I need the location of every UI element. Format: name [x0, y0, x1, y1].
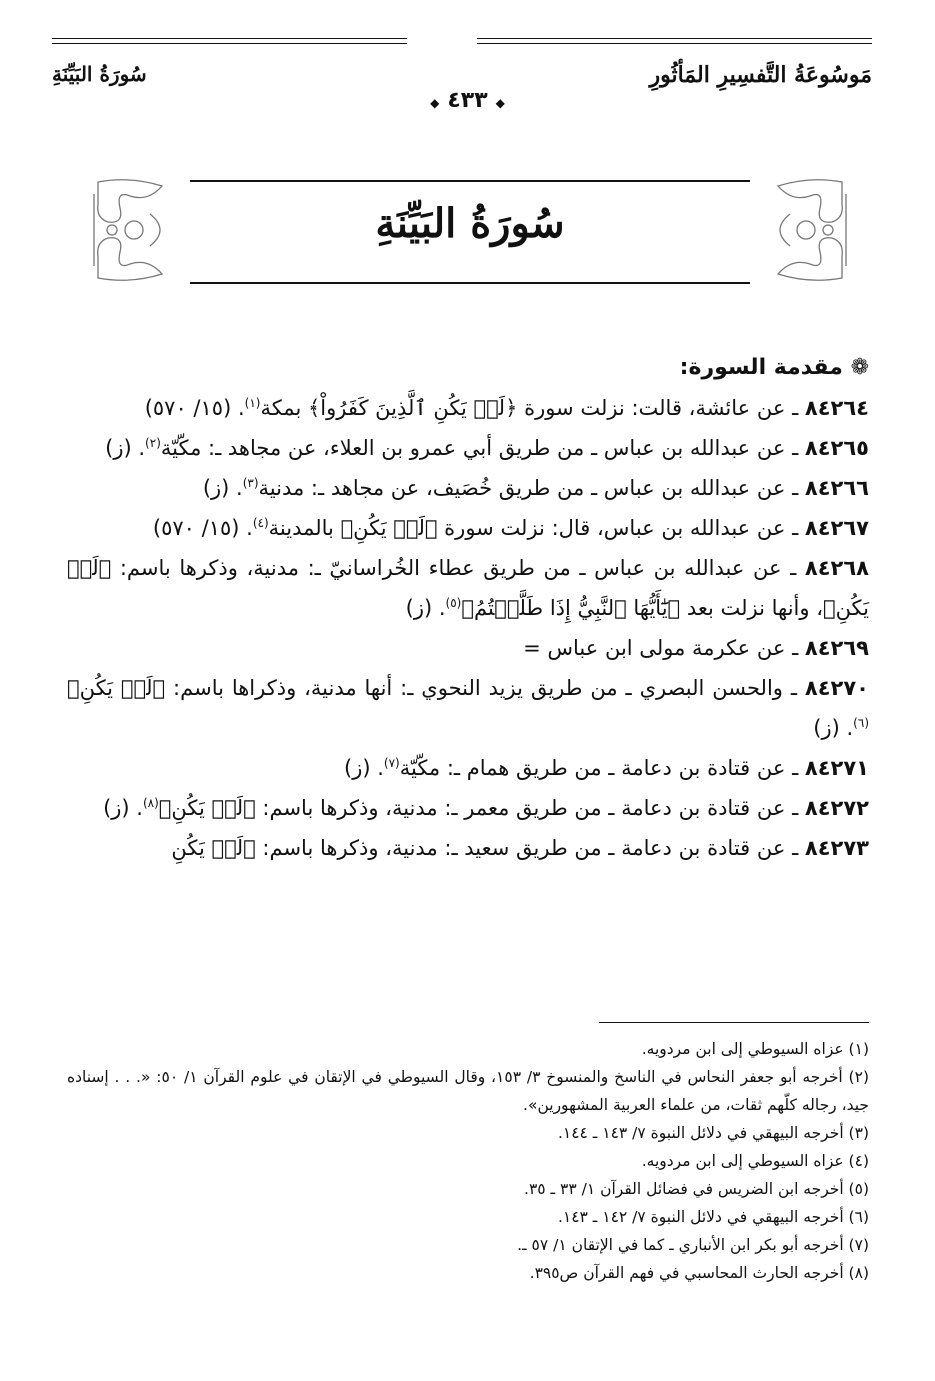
entry-text: بالمدينة — [268, 516, 341, 540]
entry — [67, 668, 869, 748]
diamond-ornament-icon: ◆ — [495, 96, 505, 110]
surah-title-frame — [80, 170, 860, 300]
quran-quote: ﴿لَمۡ يَكُنِ ٱلَّذِينَ كَفَرُواْ﴾ — [307, 396, 518, 420]
entry-text: ـ عن عائشة، قالت: نزلت سورة — [517, 396, 805, 420]
entry-text: . (ز) — [202, 476, 243, 500]
entry — [67, 788, 869, 828]
main-content — [67, 348, 869, 868]
entry — [67, 628, 869, 668]
footnote: (٦) أخرجه البيهقي في دلائل النبوة ٧/ ١٤٢ ـ ١٤٣. — [557, 1208, 869, 1226]
running-surah-name: سُورَةُ البَيِّنَةِ — [52, 62, 147, 86]
entry — [67, 388, 869, 428]
entry-text: ـ عن عكرمة مولى ابن عباس = — [523, 636, 805, 660]
footnote-separator — [599, 1022, 869, 1023]
entry — [67, 468, 869, 508]
entry-text: . (ز) — [344, 756, 384, 780]
entry-text: . (ز) — [105, 436, 146, 460]
book-title: مَوسُوعَةُ التَّفسِيرِ المَأثُورِ — [649, 62, 872, 88]
entry — [67, 508, 869, 548]
entry-text: . (ز) — [405, 596, 446, 620]
footnote-ref: (٢) — [145, 436, 161, 450]
footnote-ref: (٨) — [142, 796, 159, 810]
entry-text: ـ عن عبدالله بن عباس ـ من طريق عطاء الخُراسانيّ ـ: مدنية، وذكرها باسم: — [111, 556, 805, 580]
page-number: ٤٣٣ — [447, 88, 488, 113]
surah-title: سُورَةُ البَيِّنَةِ — [375, 200, 565, 247]
entry-text: ـ عن عبدالله بن عباس، قال: نزلت سورة — [437, 516, 805, 540]
quran-quote: ﴿لَمۡ يَكُنِ — [171, 836, 256, 860]
footnote-ref: (٦) — [853, 716, 869, 730]
entry-text: . (١٥/ ٥٧٠) — [144, 396, 245, 420]
entry-text: ـ عن قتادة بن دعامة ـ من طريق معمر ـ: مدنية، وذكرها باسم: — [255, 796, 805, 820]
footnotes — [67, 1035, 869, 1287]
flower-ornament-icon: ❁ — [850, 355, 869, 380]
footnote: (٣) أخرجه البيهقي في دلائل النبوة ٧/ ١٤٣ ـ ١٤٤. — [557, 1124, 869, 1142]
entry-number: ٨٤٢٦٩ — [804, 636, 869, 660]
entries-list — [67, 388, 869, 868]
entry-text: ـ عن عبدالله بن عباس ـ من طريق أبي عمرو بن العلاء، عن مجاهد ـ: مكّيّة — [160, 436, 805, 460]
footnote-ref: (٣) — [242, 476, 259, 490]
entry-number: ٨٤٢٦٦ — [804, 476, 869, 500]
quran-quote: ﴿يَٰٓأَيُّهَا ٱلنَّبِيُّ إِذَا طَلَّقۡتُمُ﴾ — [461, 596, 681, 620]
entry-text: . (ز) — [813, 716, 854, 740]
footnote: (٧) أخرجه أبو بكر ابن الأنباري ـ كما في الإتقان ١/ ٥٧ ـ. — [517, 1236, 869, 1254]
entry-text: ، وأنها نزلت بعد — [680, 596, 823, 620]
footnote: (٨) أخرجه الحارث المحاسبي في فهم القرآن ص٣٩٥. — [529, 1264, 869, 1282]
title-bottom-rule — [190, 282, 750, 284]
quran-quote: ﴿لَمۡ يَكُنِ﴾ — [340, 516, 438, 540]
quran-quote: ﴿لَمۡ يَكُنِ﴾ — [67, 556, 869, 620]
footnote: (٢) أخرجه أبو جعفر النحاس في الناسخ والمنسوخ ٣/ ١٥٣، وقال السيوطي في الإتقان في علوم القرآن ١/ ٥٠: «. . . إسناده جيد، رجاله كلّهم ثقات، من علماء العربية المشهورين». — [67, 1068, 869, 1114]
quran-quote: ﴿لَمۡ يَكُنِ﴾ — [158, 796, 256, 820]
entry-text: ـ والحسن البصري ـ من طريق يزيد النحوي ـ: أنها مدنية، وذكراها باسم: — [165, 676, 805, 700]
entry — [67, 548, 869, 628]
entry-number: ٨٤٢٦٥ — [804, 436, 869, 460]
entry-number: ٨٤٢٧٠ — [804, 676, 869, 700]
entry-text: ـ عن قتادة بن دعامة ـ من طريق همام ـ: مكّيّة — [399, 756, 805, 780]
entry-text: ـ عن قتادة بن دعامة ـ من طريق سعيد ـ: مدنية، وذكرها باسم: — [255, 836, 805, 860]
entry-number: ٨٤٢٦٤ — [804, 396, 869, 420]
footnote-ref: (١) — [244, 396, 261, 410]
page-number-block — [0, 88, 935, 113]
entry-number: ٨٤٢٦٧ — [804, 516, 869, 540]
quran-quote: ﴿لَمۡ يَكُنِ﴾ — [67, 676, 166, 700]
entry-text: ـ عن عبدالله بن عباس ـ من طريق خُصَيف، عن مجاهد ـ: مدنية — [258, 476, 805, 500]
footnote-ref: (٤) — [252, 516, 269, 530]
entry-number: ٨٤٢٧٣ — [804, 836, 869, 860]
title-top-rule — [190, 180, 750, 182]
running-head-rule — [52, 38, 872, 44]
footnote-ref: (٥) — [445, 596, 462, 610]
footnote-ref: (٧) — [383, 756, 400, 770]
footnote: (١) عزاه السيوطي إلى ابن مردويه. — [641, 1040, 869, 1058]
entry-number: ٨٤٢٧٢ — [804, 796, 869, 820]
section-heading: ❁ مقدمة السورة: — [679, 355, 869, 380]
footnote: (٤) عزاه السيوطي إلى ابن مردويه. — [641, 1152, 869, 1170]
entry — [67, 828, 869, 868]
entry-text: . (ز) — [103, 796, 143, 820]
diamond-ornament-icon: ◆ — [430, 96, 440, 110]
entry-text: بمكة — [260, 396, 308, 420]
entry-text: . (١٥/ ٥٧٠) — [152, 516, 253, 540]
entry-number: ٨٤٢٧١ — [804, 756, 869, 780]
entry — [67, 748, 869, 788]
entry — [67, 428, 869, 468]
footnote: (٥) أخرجه ابن الضريس في فضائل القرآن ١/ ٣٣ ـ ٣٥. — [524, 1180, 869, 1198]
entry-number: ٨٤٢٦٨ — [804, 556, 869, 580]
